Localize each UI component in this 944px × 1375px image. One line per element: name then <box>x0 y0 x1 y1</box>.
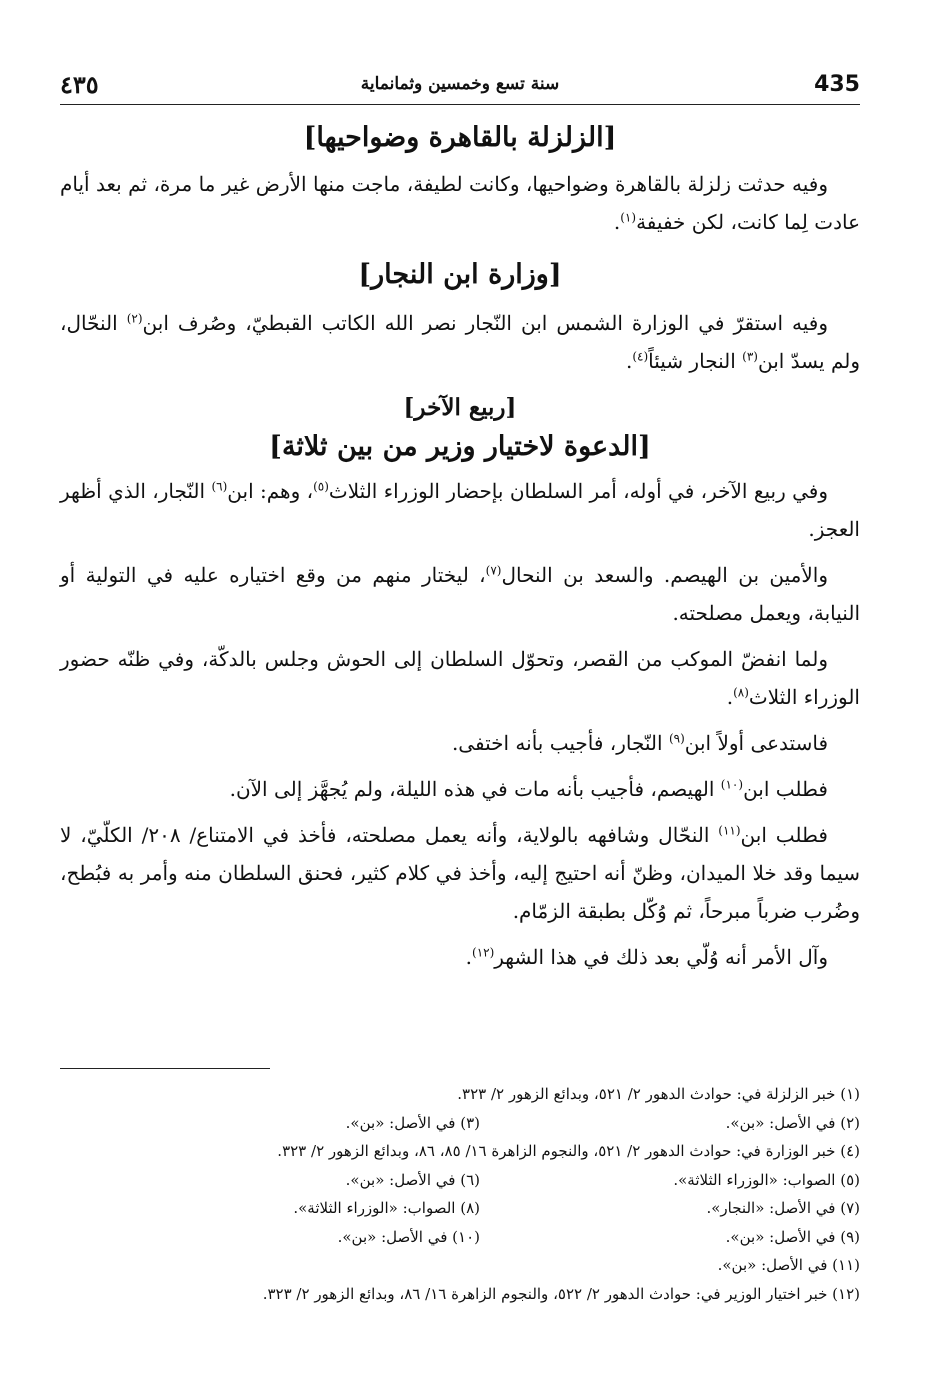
page-number-latin: 435 <box>814 72 860 97</box>
paragraph-text: النجار شيئاً <box>648 349 743 373</box>
paragraph-text: فاستدعى أولاً ابن <box>684 731 828 755</box>
footnote-ref: (٤) <box>632 349 649 364</box>
paragraph-text: ولما انفضّ الموكب من القصر، وتحوّل السلطان إلى الحوش وجلس بالدكّة، وفي ظنّه حضور الوزراء الثلاث <box>60 647 860 709</box>
paragraph-outcome: وآل الأمر أنه وُلّي بعد ذلك في هذا الشهر$^{(١٢)}$. <box>465 945 828 969</box>
paragraph-summons <box>60 472 860 548</box>
running-title: سنة تسع وخمسين وثمانماية <box>360 74 560 94</box>
footnote-11: (١١) في الأصل: «بن». <box>717 1256 860 1274</box>
footnote-ref: (١٠) <box>720 777 744 792</box>
paragraph-earthquake: وفيه حدثت زلزلة بالقاهرة وضواحيها، وكانت لطيفة، ماجت منها الأرض غير ما مرة، ثم بعد أيام عادت لِما كانت، لكن خفيفة$^{(١)}$. <box>60 172 860 234</box>
paragraph-text: وفيه استقرّ في الوزارة الشمس ابن النّجار نصر الله الكاتب القبطيّ، وصُرف ابن <box>142 311 828 335</box>
section-heading-month: [ربيع الآخر] <box>403 394 517 421</box>
page-header <box>60 70 860 105</box>
paragraph-candidates <box>60 556 860 632</box>
paragraph-text: النّجار، فأجيب بأنه اختفى. <box>451 731 669 755</box>
paragraph-text: ، ليختار منهم من وقع اختياره عليه في التولية أو النيابة، ويعمل مصلحته. <box>60 563 860 625</box>
footnote-row <box>60 1166 860 1195</box>
footnote-ref: (١١) <box>718 823 741 838</box>
footnote-ref: (٧) <box>485 563 502 578</box>
section-heading-earthquake: [الزلزلة بالقاهرة وضواحيها] <box>303 122 617 153</box>
paragraph-text: وآل الأمر أنه وُلّي بعد ذلك في هذا الشهر <box>494 945 828 969</box>
paragraph-text: وفي ربيع الآخر، في أوله، أمر السلطان بإحضار الوزراء الثلاث <box>328 479 828 503</box>
footnote-row <box>60 1194 860 1223</box>
paragraph-text: وفيه حدثت زلزلة بالقاهرة وضواحيها، وكانت لطيفة، ماجت منها الأرض غير ما مرة، ثم بعد أيام عادت لِما كانت، لكن خفيفة <box>60 172 860 234</box>
footnote-10: (١٠) في الأصل: «بن». <box>337 1227 480 1246</box>
section-heading-ministry: [وزارة ابن النجار] <box>358 259 562 290</box>
footnote-3: (٣) في الأصل: «بن». <box>345 1113 480 1132</box>
footnote-7: (٧) في الأصل: «النجار». <box>706 1199 860 1217</box>
footnote-ref: (١) <box>620 210 637 225</box>
footnote-ref: (٦) <box>211 479 228 494</box>
paragraph-text: والأمين بن الهيصم. والسعد بن النحال <box>501 563 828 587</box>
footnote-9: (٩) في الأصل: «بن». <box>725 1227 860 1246</box>
paragraph-first-call <box>60 724 860 762</box>
page-number-arabic: ٤٣٥ <box>60 70 99 99</box>
paragraph-text: ، وهم: ابن <box>227 479 314 503</box>
book-page <box>60 0 860 1375</box>
footnote-ref: (٢) <box>126 311 143 326</box>
paragraph-text: فطلب ابن <box>743 777 828 801</box>
footnote-2: (٢) في الأصل: «بن». <box>725 1113 860 1132</box>
paragraph-text: النّجار، الذي أظهر العجز. <box>60 479 860 541</box>
footnote-ref: (٥) <box>313 479 329 494</box>
footnote-8: (٨) الصواب: «الوزراء الثلاثة». <box>293 1199 480 1217</box>
footnote-ref: (٩) <box>668 731 685 746</box>
paragraph-text: الهيصم، فأجيب بأنه مات في هذه الليلة، ولم يُجهَّز إلى الآن. <box>229 777 721 801</box>
section-heading-vizier-choice: [الدعوة لاختيار وزير من بين ثلاثة] <box>269 431 651 462</box>
footnote-row <box>60 1223 860 1252</box>
paragraph-second-call <box>60 770 860 808</box>
footnote-ref: (٣) <box>742 349 758 364</box>
page-body <box>60 120 860 984</box>
footnote-divider <box>60 1068 270 1069</box>
paragraph-third-call <box>60 816 860 930</box>
footnote-5: (٥) الصواب: «الوزراء الثلاثة». <box>673 1170 860 1189</box>
paragraph-ministry: وفيه استقرّ في الوزارة الشمس ابن النّجار نصر الله الكاتب القبطيّ، وصُرف ابن$^{(٢)}$ النحّال، ولم يسدّ ابن$^{(٣)}$ النجار شيئاً$^{(٤)}$. <box>60 311 860 373</box>
footnote-12: (١٢) خبر اختيار الوزير في: حوادث الدهور ٢/ ٥٢٢، والنجوم الزاهرة ١٦/ ٨٦، وبدائع الزهور ٢/ ٣٢٣. <box>262 1284 860 1303</box>
footnote-1: (١) خبر الزلزلة في: حوادث الدهور ٢/ ٥٢١، وبدائع الزهور ٢/ ٣٢٣. <box>457 1085 860 1103</box>
footnote-ref: (١٢) <box>472 945 495 960</box>
paragraph-text: فطلب ابن <box>740 823 828 847</box>
paragraph-text: النحّال، ولم يسدّ ابن <box>60 311 860 373</box>
footnote-6: (٦) في الأصل: «بن». <box>345 1170 480 1189</box>
footnote-ref: (٨) <box>733 685 749 700</box>
footnote-row <box>60 1109 860 1138</box>
footnote-4: (٤) خبر الوزارة في: حوادث الدهور ٢/ ٥٢١، والنجوم الزاهرة ١٦/ ٨٥، ٨٦، وبدائع الزهور ٢/ ٣٢٣. <box>277 1142 860 1160</box>
footnotes-block <box>60 1080 860 1308</box>
paragraph-text: النحّال وشافهه بالولاية، وأنه يعمل مصلحته، فأخذ في الامتناع/ ٢٠٨/ الكلّيّ، لا سيما وقد خلا الميدان، وظنّ أنه احتيج إليه، وأخذ في كلام كثير، فحنق السلطان منه وأمر به فبُطح، وضُرب ضرباً مبرحاً، ثم وُكّل بطبقة الزمّام. <box>60 823 860 923</box>
paragraph-procession: ولما انفضّ الموكب من القصر، وتحوّل السلطان إلى الحوش وجلس بالدكّة، وفي ظنّه حضور الوزراء الثلاث$^{(٨)}$. <box>60 647 860 709</box>
